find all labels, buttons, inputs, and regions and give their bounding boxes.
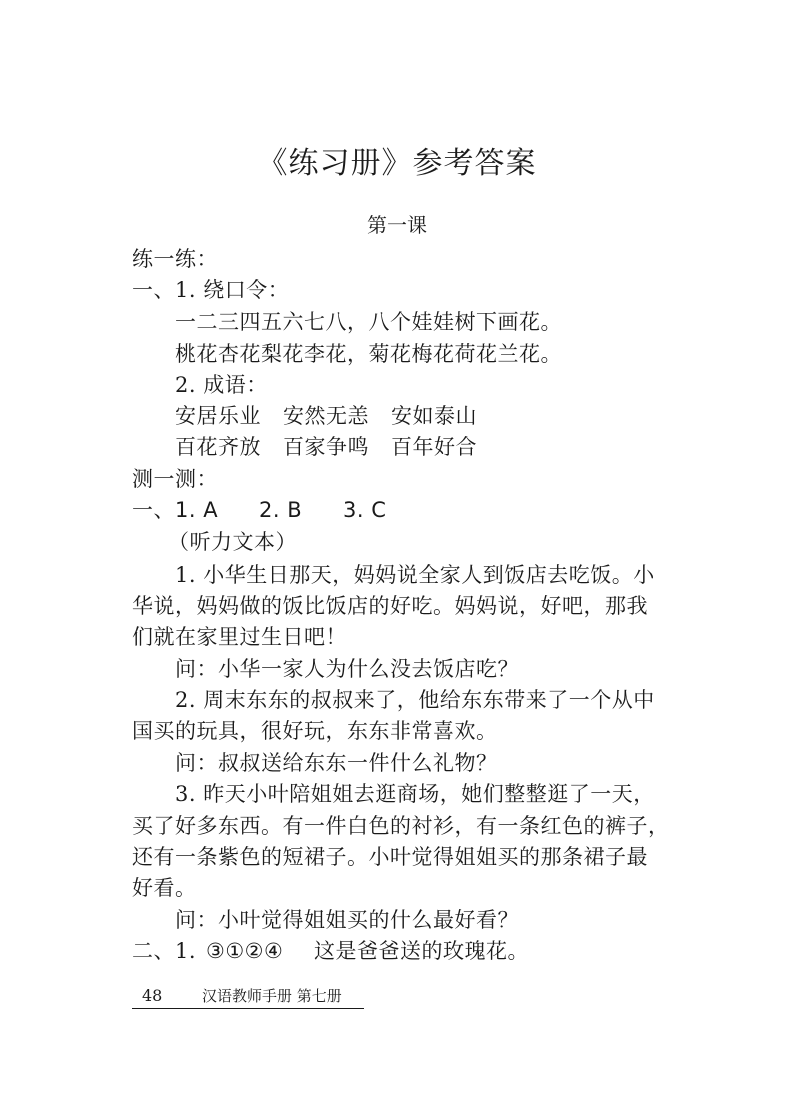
page-title: 《练习册》参考答案 — [257, 146, 537, 181]
part2-order: ③①②④ — [206, 939, 284, 963]
part2-label: 二、1. — [132, 939, 197, 963]
listening-line: 买了好多东西。有一件白色的衬衫，有一条红色的裤子， — [132, 814, 670, 838]
listening-line: 国买的玩具，很好玩，东东非常喜欢。 — [132, 719, 498, 743]
idiom: 百家争鸣 — [283, 435, 369, 459]
page-number: 48 — [142, 986, 163, 1005]
listening-question: 问：小叶觉得姐姐买的什么最好看？ — [175, 908, 519, 932]
listening-label: （听力文本） — [168, 530, 297, 554]
listening-line: 还有一条紫色的短裙子。小叶觉得姐姐买的那条裙子最 — [132, 845, 648, 869]
tongue-twister-line: 一二三四五六七八，八个娃娃树下画花。 — [175, 310, 562, 334]
listening-line: 2. 周末东东的叔叔来了，他给东东带来了一个从中 — [175, 688, 655, 712]
test-answer: 3. C — [343, 498, 387, 522]
listening-question: 问：叔叔送给东东一件什么礼物？ — [175, 751, 498, 775]
idiom: 百花齐放 — [175, 435, 261, 459]
part2-answer — [132, 934, 529, 968]
tongue-twister-line: 桃花杏花梨花李花，菊花梅花荷花兰花。 — [175, 342, 562, 366]
listening-line: 好看。 — [132, 876, 197, 900]
listening-line: 华说，妈妈做的饭比饭店的好吃。妈妈说，好吧，那我 — [132, 594, 648, 618]
test-heading: 测一测： — [132, 467, 218, 491]
test-answer: 1. A — [175, 498, 219, 522]
idiom: 安居乐业 — [175, 404, 261, 428]
page-footer — [132, 984, 364, 1009]
test-answer: 2. B — [259, 498, 303, 522]
listening-question: 问：小华一家人为什么没去饭店吃？ — [175, 657, 519, 681]
listening-line: 3. 昨天小叶陪姐姐去逛商场，她们整整逛了一天， — [175, 782, 655, 806]
idioms-row — [175, 399, 477, 433]
practice-heading: 练一练： — [132, 247, 218, 271]
tongue-twister-label: 一、1. 绕口令： — [132, 278, 290, 302]
part2-sentence: 这是爸爸送的玫瑰花。 — [314, 939, 529, 963]
idioms-label: 2. 成语： — [175, 373, 268, 397]
idiom: 百年好合 — [391, 435, 477, 459]
listening-line: 1. 小华生日那天，妈妈说全家人到饭店去吃饭。小 — [175, 563, 655, 587]
lesson-heading: 第一课 — [367, 213, 427, 237]
idioms-row — [175, 430, 477, 464]
idiom: 安然无恙 — [283, 404, 369, 428]
idiom: 安如泰山 — [391, 404, 477, 428]
test-answers — [132, 493, 386, 527]
listening-line: 们就在家里过生日吧！ — [132, 625, 347, 649]
book-title: 汉语教师手册 第七册 — [202, 987, 342, 1005]
test-answers-prefix: 一、 — [132, 498, 175, 522]
